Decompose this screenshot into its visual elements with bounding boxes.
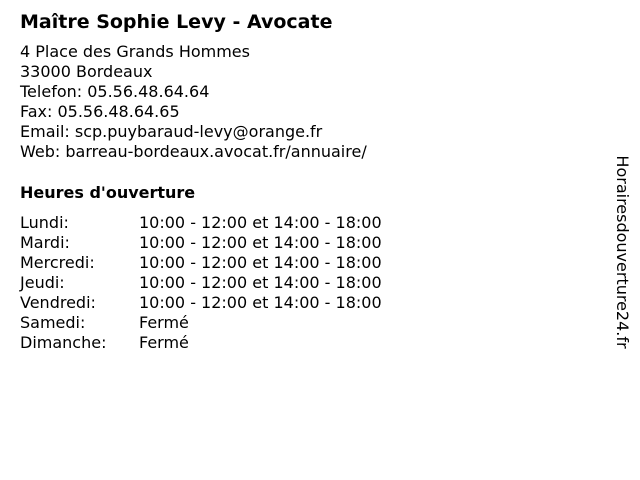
email-address: Email: scp.puybaraud-levy@orange.fr <box>20 122 323 141</box>
day-hours: Fermé <box>139 333 189 352</box>
website-url: Web: barreau-bordeaux.avocat.fr/annuaire/ <box>20 142 367 161</box>
day-hours: Fermé <box>139 313 189 332</box>
address-city: 33000 Bordeaux <box>20 62 153 81</box>
day-hours: 10:00 - 12:00 et 14:00 - 18:00 <box>139 273 382 292</box>
day-hours: 10:00 - 12:00 et 14:00 - 18:00 <box>139 253 382 272</box>
day-label: Lundi: <box>20 213 69 232</box>
hours-row-sunday <box>20 333 600 353</box>
day-hours: 10:00 - 12:00 et 14:00 - 18:00 <box>139 213 382 232</box>
hours-row-monday <box>20 213 600 233</box>
hours-row-saturday <box>20 313 600 333</box>
day-hours: 10:00 - 12:00 et 14:00 - 18:00 <box>139 293 382 312</box>
opening-hours-table <box>20 213 600 353</box>
hours-row-tuesday <box>20 233 600 253</box>
hours-row-thursday <box>20 273 600 293</box>
day-label: Samedi: <box>20 313 86 332</box>
day-label: Mercredi: <box>20 253 95 272</box>
hours-row-friday <box>20 293 600 313</box>
contact-block <box>20 42 600 162</box>
day-label: Jeudi: <box>20 273 65 292</box>
fax-number: Fax: 05.56.48.64.65 <box>20 102 180 121</box>
address-street: 4 Place des Grands Hommes <box>20 42 250 61</box>
day-label: Mardi: <box>20 233 70 252</box>
day-label: Dimanche: <box>20 333 107 352</box>
business-title: Maître Sophie Levy - Avocate <box>20 11 333 33</box>
brand-watermark: Horairesdouverture24.fr <box>613 155 632 349</box>
day-label: Vendredi: <box>20 293 96 312</box>
business-card <box>20 10 600 353</box>
hours-row-wednesday <box>20 253 600 273</box>
day-hours: 10:00 - 12:00 et 14:00 - 18:00 <box>139 233 382 252</box>
phone-number: Telefon: 05.56.48.64.64 <box>20 82 210 101</box>
opening-hours-heading: Heures d'ouverture <box>20 183 196 202</box>
